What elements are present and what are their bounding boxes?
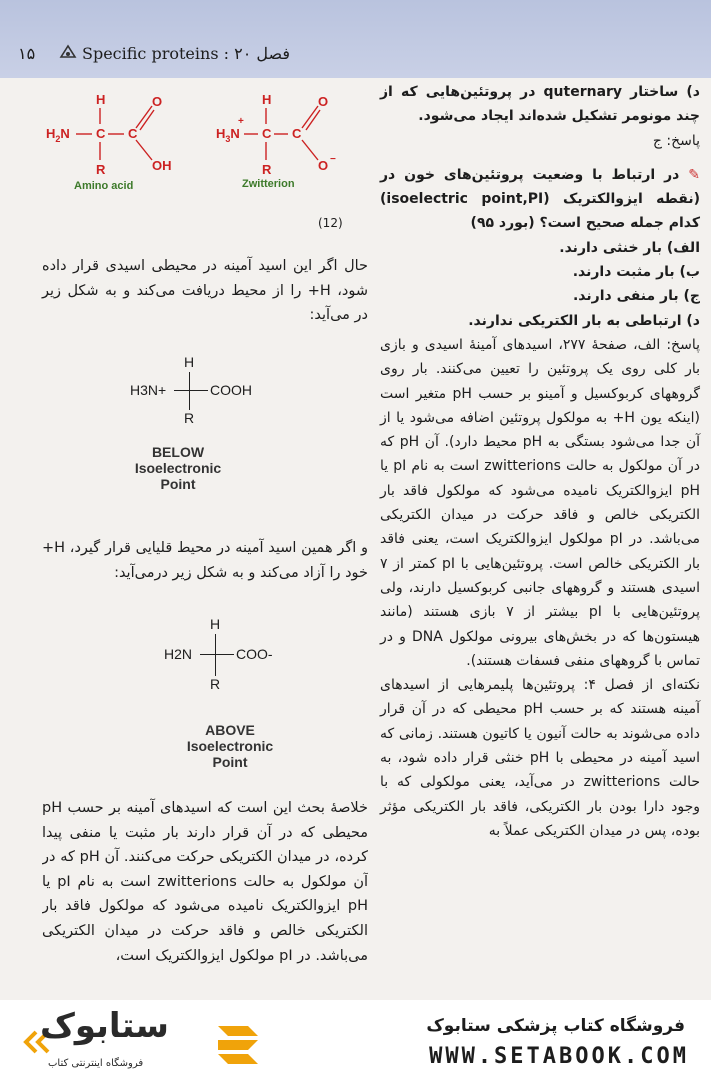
above-caption: ABOVE Isoelectronic Point [186,722,274,770]
svg-text:C: C [128,126,138,141]
below-caption: BELOW Isoelectronic Point [134,444,222,492]
above-top-h: H [210,616,221,632]
answer-line: پاسخ: ج [652,132,700,149]
below-left-group: H3N+ [130,382,167,398]
option-d-text: د) ساختار quternary در پروتئین‌هایی که از چند مونومر تشکیل شده‌اند ایجاد می‌شود. [380,84,700,125]
left-column-p1: حال اگر این اسید آمینه در محیطی اسیدی قرار داده شود، H+ را از محیط دریافت می‌کند و به شکل زیر در می‌آید: [42,258,368,324]
svg-text:C: C [262,126,272,141]
svg-text:C: C [292,126,302,141]
option-c: ج) بار منفی دارند. [572,288,700,305]
answer-paragraph: پاسخ: الف، صفحهٔ ۲۷۷، اسیدهای آمینهٔ اسیدی و بازی بار کلی روی یک پروتئین را تعیین می‌کنند. بار روی گروههای کربوکسیل و آمینو بر حسب pH متغیر است (اینکه یون H+ به مولکول پروتئین اضافه می‌شود یا از آن جدا می‌شود بستگی به pH محیط دارد). آن pH که در آن مولکول به حالت zwitterions است به نام pI یا pH ایزوالکتریک نامیده می‌شود که مولکول فاقد بار الکتریکی خالص و فاقد حرکت در میدان الکتریکی می‌باشد. در pI مولکول ایزوالکتریک است، یعنی فاقد بار الکتریکی خالص است. پروتئین‌هایی با pI کمتر از ۷ اسیدی هستند و گروههای جانبی کربوکسیل دارند، ولی پروتئین‌هایی با pI بیشتر از ۷ بازی هستند (مانند هیستون‌ها که در بخش‌های بیرونی مولکول DNA و در تماس با گروههای منفی فسفات هستند). [380,336,701,669]
left-column-p2: و اگر همین اسید آمینه در محیط قلیایی قرار گیرد، H+ خود را آزاد می‌کند و به شکل زیر درمی‌آید: [42,540,368,581]
figure-number: (12) [318,216,343,230]
left-column-p3: خلاصهٔ بحث این است که اسیدهای آمینه بر حسب pH محیطی که در آن قرار دارند بار مثبت یا منفی پیدا کرده، در میدان الکتریکی حرکت می‌کنند. آن pH که در آن مولکول به حالت zwitterions است به نام pI یا pH ایزوالکتریک نامیده می‌شود که مولکول فاقد بار الکتریکی خالص و فاقد حرکت در میدان الکتریکی می‌باشد. در pI مولکول ایزوالکتریک است، [42,800,368,964]
svg-text:H: H [262,92,272,107]
below-molecule [130,354,290,434]
brand-subtitle: فروشگاه اینترنتی کتاب [48,1058,144,1069]
right-column [380,80,700,843]
above-vertical-bond [215,634,216,676]
above-horizontal-bond [200,654,234,655]
below-top-h: H [184,354,195,370]
above-right-group: COO- [236,646,273,662]
brand-name: ستابوک [40,1006,169,1046]
store-url[interactable]: WWW.SETABOOK.COM [429,1044,689,1069]
footer-banner [0,1000,711,1080]
zwitterion-caption: Zwitterion [242,178,295,190]
option-d: د) ارتباطی به بار الکتریکی ندارند. [468,312,700,329]
svg-text:+: + [238,116,244,127]
below-bottom-r: R [184,410,195,426]
above-molecule [164,616,324,696]
svg-text:H: H [96,92,106,107]
svg-text:O: O [152,94,163,109]
above-left-group: H2N [164,646,193,662]
svg-text:O: O [318,94,329,109]
chapter-logo-icon [58,42,78,62]
amino-acid-caption: Amino acid [74,180,134,192]
svg-text:R: R [262,162,272,177]
svg-text:H2N: $H_2N$ [46,126,70,144]
below-vertical-bond [189,372,190,410]
below-horizontal-bond [174,390,208,391]
svg-text:H3N: $H_3N$ [216,126,240,144]
chapter-title: Specific proteins : فصل ۲۰ [82,44,291,63]
below-right-group: COOH [210,382,252,398]
option-b: ب) بار مثبت دارند. [572,264,700,281]
svg-text:C: C [96,126,106,141]
pencil-icon: ✎ [679,166,701,183]
page-number: ۱۵ [18,44,36,63]
svg-text:OH: OH [152,158,172,173]
svg-text:−: − [330,154,336,165]
svg-text:R: R [96,162,106,177]
page-header [0,0,711,78]
question-title: ✎ در ارتباط با وضعیت پروتئین‌های خون در (نقطه ایزوالکتریک (isoelectric point,PI) کدام جمله صحیح است؟ (بورد ۹۵) [380,166,701,232]
option-a: الف) بار خنثی دارند. [559,239,700,256]
note-paragraph: نکته‌ای از فصل ۴: پروتئین‌ها پلیمرهایی از اسیدهای آمینه هستند که بر حسب pH محیطی که در آن قرار داده می‌شوند به حالت آنیون یا کاتیون هستند. زمانی که اسید آمینه در محیطی با pH خنثی قرار داده شود، به حالت zwitterions در می‌آید، یعنی مولکولی که با وجود دارا بودن بار الکتریکی، فاقد بار الکتریکی مؤثر بوده، پس در میدان الکتریکی عملاً به [380,677,700,839]
svg-text:O: O [318,158,329,173]
above-bottom-r: R [210,676,221,692]
store-title: فروشگاه کتاب پزشکی ستابوک [426,1016,685,1036]
